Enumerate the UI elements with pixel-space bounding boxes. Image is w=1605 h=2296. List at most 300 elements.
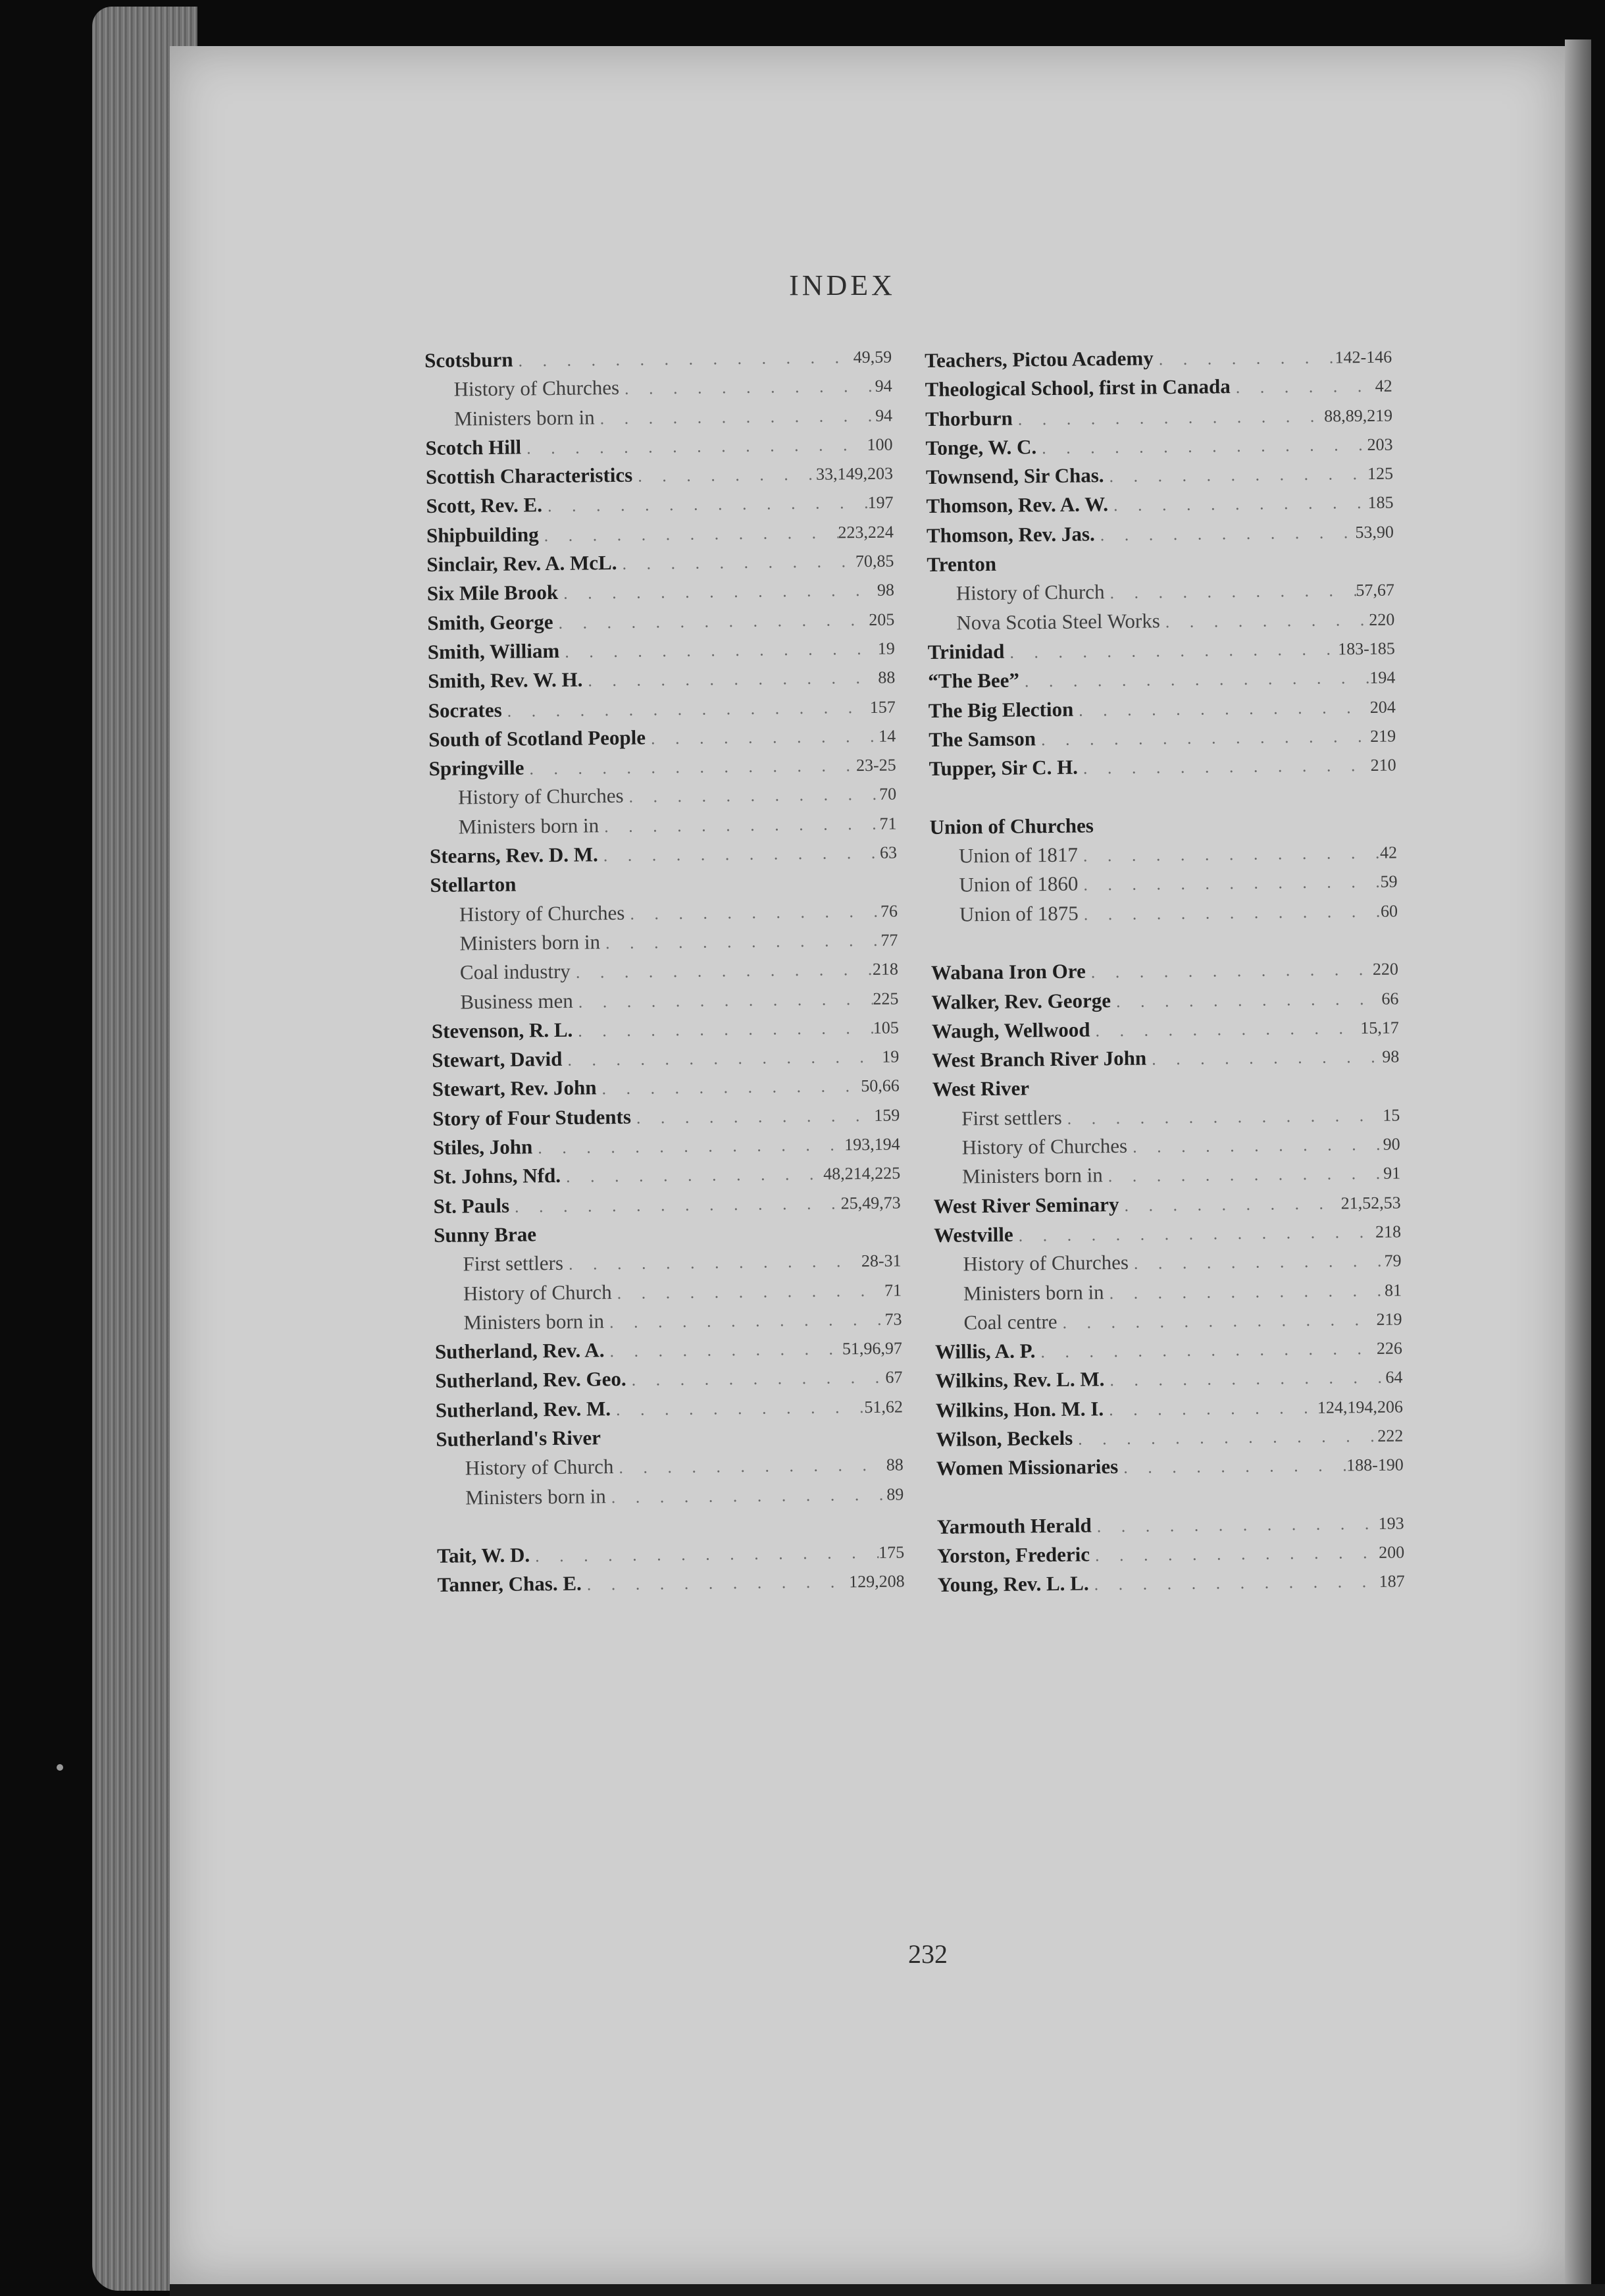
dot-leader [1146, 1047, 1382, 1070]
dot-leader [1119, 1193, 1340, 1216]
entry-pages: 33,149,203 [815, 463, 894, 484]
index-entry [427, 606, 894, 640]
index-entry [935, 1365, 1402, 1399]
entry-label: Women Missionaries [936, 1455, 1119, 1480]
dot-leader [1013, 406, 1325, 429]
index-entry [928, 636, 1395, 670]
entry-pages: 157 [869, 697, 896, 717]
entry-pages: 14 [879, 726, 896, 746]
entry-label: Ministers born in [463, 1309, 605, 1334]
index-subentry [430, 927, 898, 961]
dot-leader [1057, 1310, 1376, 1333]
index-entry [931, 985, 1398, 1020]
entry-pages: 105 [873, 1018, 899, 1037]
entry-pages: 218 [1375, 1222, 1402, 1241]
entry-label: History of Churches [457, 784, 624, 809]
dot-leader [598, 843, 880, 866]
index-entry [925, 344, 1392, 378]
entry-pages: 64 [1385, 1367, 1403, 1388]
dot-leader [513, 348, 853, 371]
dot-leader [1004, 639, 1338, 662]
entry-label: West River Seminary [933, 1192, 1119, 1218]
dot-leader [600, 931, 881, 953]
entry-label: Trinidad [927, 639, 1005, 664]
index-entry [937, 1569, 1404, 1603]
entry-pages: 220 [1372, 959, 1399, 979]
entry-pages: 15,17 [1360, 1018, 1399, 1037]
entry-pages: 219 [1370, 726, 1396, 746]
entry-label: Tupper, Sir C. H. [929, 755, 1079, 781]
entry-pages: 175 [879, 1542, 905, 1563]
entry-pages: 53,90 [1355, 522, 1394, 542]
index-subentry [434, 1306, 902, 1340]
entry-label: Tanner, Chas. E. [437, 1572, 582, 1597]
entry-pages: 183-185 [1337, 639, 1395, 659]
dot-leader [563, 1251, 861, 1274]
index-subentry [933, 1161, 1400, 1195]
index-entry [432, 1044, 899, 1078]
entry-label: Socrates [428, 698, 502, 722]
index-gap [936, 1481, 1404, 1515]
index-entry [929, 810, 1396, 845]
entry-pages: 71 [884, 1280, 902, 1300]
entry-label: History of Churches [453, 376, 620, 401]
index-entry [932, 1044, 1399, 1078]
index-subentry [934, 1277, 1402, 1311]
entry-pages: 89 [886, 1484, 904, 1504]
dot-leader [561, 1164, 823, 1187]
entry-label: The Samson [929, 727, 1036, 751]
dot-leader [1118, 1456, 1346, 1478]
entry-label: “The Bee” [928, 668, 1020, 693]
index-entry [936, 1394, 1403, 1428]
dot-leader [1104, 1368, 1385, 1390]
entry-label: Stearns, Rev. D. M. [429, 843, 598, 868]
entry-pages: 197 [867, 493, 894, 513]
entry-label: Scott, Rev. E. [426, 493, 543, 518]
index-entry [426, 461, 893, 495]
entry-label: Sutherland, Rev. A. [434, 1338, 605, 1364]
dot-leader [1103, 1164, 1384, 1186]
index-subentry [425, 402, 892, 436]
dot-leader [532, 1135, 844, 1158]
dot-leader [1090, 1543, 1379, 1566]
index-entry [926, 461, 1393, 495]
page-number: 232 [908, 1939, 948, 1969]
entry-pages: 203 [1367, 434, 1393, 454]
dot-leader [502, 698, 870, 721]
index-entry [430, 840, 897, 874]
dot-leader [509, 1193, 841, 1216]
entry-pages: 15 [1383, 1105, 1400, 1125]
index-entry [426, 548, 894, 583]
dot-leader [623, 785, 879, 807]
entry-label: Ministers born in [453, 405, 595, 430]
entry-label: History of Church [955, 580, 1105, 605]
entry-pages: 63 [879, 843, 898, 862]
index-entry [426, 490, 893, 524]
index-entry [437, 1569, 904, 1603]
dot-leader [604, 1340, 842, 1362]
index-entry [937, 1510, 1404, 1544]
index-subentry [930, 869, 1397, 903]
entry-pages: 66 [1381, 989, 1399, 1008]
page-speck [57, 1764, 63, 1771]
entry-pages: 210 [1370, 755, 1396, 775]
dot-leader [613, 1455, 886, 1478]
entry-label: Smith, William [427, 639, 560, 664]
entry-pages: 193 [1378, 1513, 1404, 1533]
index-entry [926, 490, 1393, 524]
dot-leader [582, 1573, 850, 1595]
entry-pages: 98 [1382, 1047, 1400, 1066]
entry-pages: 79 [1384, 1251, 1402, 1270]
entry-label: Scotsburn [424, 348, 513, 372]
entry-label: Westville [933, 1222, 1013, 1247]
index-entry [927, 548, 1394, 583]
dot-leader [1062, 1105, 1383, 1128]
entry-label: Young, Rev. L. L. [937, 1571, 1089, 1597]
dot-leader [1078, 756, 1371, 779]
entry-label: The Big Election [928, 697, 1074, 722]
index-entry [428, 723, 896, 757]
entry-label: Union of 1817 [958, 843, 1079, 868]
dot-leader [1092, 1514, 1379, 1537]
index-subentry [434, 1248, 901, 1282]
dot-leader [1108, 493, 1368, 515]
entry-label: Smith, Rev. W. H. [428, 667, 583, 693]
dot-leader [530, 1543, 879, 1567]
dot-leader [619, 377, 875, 399]
entry-pages: 220 [1369, 610, 1395, 629]
dot-leader [626, 1368, 885, 1390]
index-gap [437, 1510, 904, 1544]
entry-label: History of Churches [963, 1251, 1129, 1276]
entry-label: South of Scotland People [428, 725, 646, 751]
index-subentry [436, 1481, 904, 1515]
entry-pages: 124,194,206 [1317, 1397, 1404, 1417]
dot-leader [1078, 843, 1380, 866]
index-entry [433, 1161, 900, 1195]
entry-pages: 49,59 [853, 347, 892, 367]
index-column-left [424, 344, 905, 1603]
dot-leader [1073, 698, 1370, 721]
entry-pages: 77 [880, 930, 898, 950]
entry-label: Smith, George [427, 610, 553, 635]
index-entry [936, 1422, 1403, 1457]
entry-pages: 70 [879, 784, 897, 804]
entry-pages: 51,62 [864, 1397, 904, 1417]
dot-leader [1036, 727, 1370, 750]
dot-leader [1231, 377, 1375, 398]
entry-pages: 67 [885, 1367, 903, 1388]
dot-leader [553, 610, 869, 633]
dot-leader [611, 1280, 884, 1303]
entry-label: Six Mile Brook [426, 581, 559, 606]
index-entry [433, 1132, 900, 1166]
entry-pages: 226 [1376, 1338, 1403, 1358]
entry-label: Wabana Iron Ore [930, 959, 1086, 985]
dot-leader [1095, 523, 1356, 545]
entry-label: Wilkins, Rev. L. M. [935, 1367, 1105, 1393]
entry-pages: 42 [1375, 376, 1392, 396]
index-entry [935, 1336, 1402, 1370]
dot-leader [1079, 901, 1381, 924]
index-subentry [429, 781, 896, 816]
entry-label: First settlers [961, 1105, 1062, 1130]
page-right-edge [1565, 39, 1591, 2291]
entry-label: Teachers, Pictou Academy [925, 346, 1154, 372]
index-subentry [934, 1306, 1402, 1340]
index-entry [931, 956, 1398, 991]
dot-leader [1013, 1222, 1376, 1246]
entry-pages: 42 [1379, 843, 1398, 862]
dot-leader [559, 639, 878, 662]
dot-leader [632, 465, 816, 486]
entry-label: Yorston, Frederic [937, 1542, 1090, 1568]
entry-label: Sutherland, Rev. Geo. [435, 1367, 626, 1393]
entry-pages: 21,52,53 [1340, 1193, 1401, 1213]
entry-pages: 200 [1379, 1542, 1405, 1563]
entry-pages: 23-25 [855, 755, 896, 775]
index-entry [927, 519, 1394, 553]
entry-pages: 88,89,219 [1323, 405, 1393, 426]
dot-leader [631, 1106, 875, 1128]
dot-leader [1111, 989, 1382, 1011]
entry-label: Stewart, Rev. John [432, 1076, 597, 1101]
entry-label: Trenton [927, 552, 997, 577]
dot-leader [606, 1484, 887, 1507]
entry-pages: 28-31 [861, 1251, 902, 1271]
dot-leader [1160, 610, 1369, 632]
entry-pages: 19 [877, 639, 895, 658]
dot-leader [558, 581, 877, 604]
entry-label: Willis, A. P. [934, 1339, 1036, 1364]
entry-label: Story of Four Students [432, 1105, 632, 1130]
dot-leader [1090, 1018, 1360, 1041]
entry-label: Walker, Rev. George [931, 988, 1111, 1014]
index-entry [436, 1394, 903, 1428]
entry-pages: 205 [869, 610, 895, 629]
entry-pages: 129,208 [849, 1571, 905, 1592]
dot-leader [538, 523, 838, 546]
entry-pages: 194 [1369, 667, 1396, 688]
index-entry [933, 1189, 1400, 1224]
index-entry [432, 1073, 900, 1107]
dot-leader [1035, 1339, 1377, 1362]
entry-label: West River [932, 1076, 1030, 1101]
index-entry [928, 665, 1395, 699]
entry-pages: 81 [1384, 1280, 1402, 1300]
index-column-right [925, 344, 1405, 1603]
index-entry [433, 1189, 900, 1224]
index-entry [937, 1540, 1404, 1574]
index-entry [434, 1218, 901, 1253]
entry-pages: 48,214,225 [823, 1163, 901, 1184]
entry-label: Wilson, Beckels [936, 1426, 1073, 1451]
index-gap [929, 781, 1396, 816]
dot-leader [573, 989, 873, 1012]
index-subentry [930, 898, 1398, 932]
entry-label: History of Churches [961, 1134, 1128, 1159]
index-entry [424, 344, 892, 378]
entry-pages: 185 [1367, 493, 1394, 513]
entry-label: History of Church [463, 1280, 612, 1305]
index-entry [430, 869, 897, 903]
index-subentry [933, 1132, 1400, 1166]
entry-label: Coal centre [963, 1309, 1057, 1334]
entry-label: Thomson, Rev. Jas. [926, 522, 1095, 547]
entry-label: Union of 1860 [959, 872, 1079, 897]
entry-label: Ministers born in [458, 814, 599, 839]
entry-label: Ministers born in [465, 1484, 607, 1509]
dot-leader [1086, 960, 1373, 983]
entry-label: Yarmouth Herald [936, 1513, 1092, 1538]
index-entry [426, 519, 894, 553]
dot-leader [599, 814, 880, 837]
dot-leader [1127, 1135, 1383, 1157]
entry-label: Union of 1875 [959, 901, 1079, 926]
index-subentry [429, 810, 896, 845]
entry-pages: 91 [1383, 1163, 1401, 1184]
entry-label: Townsend, Sir Chas. [925, 463, 1104, 489]
entry-label: First settlers [463, 1251, 564, 1276]
index-subentry [927, 606, 1394, 640]
entry-pages: 187 [1379, 1571, 1405, 1592]
dot-leader [646, 727, 879, 749]
dot-leader [521, 435, 867, 459]
entry-label: Business men [460, 989, 573, 1014]
entry-label: Nova Scotia Steel Works [956, 608, 1161, 635]
entry-pages: 125 [1367, 463, 1394, 484]
entry-label: Tonge, W. C. [925, 435, 1037, 459]
entry-label: Stewart, David [432, 1047, 563, 1072]
index-subentry [930, 840, 1397, 874]
entry-pages: 94 [875, 376, 892, 396]
entry-label: Sutherland's River [436, 1426, 601, 1451]
dot-leader [1129, 1251, 1385, 1274]
entry-label: Scotch Hill [425, 435, 522, 459]
index-entry [436, 1422, 903, 1457]
index-entry [932, 1073, 1400, 1107]
entry-label: Ministers born in [961, 1163, 1103, 1188]
entry-label: Wilkins, Hon. M. I. [935, 1396, 1104, 1422]
index-entry [432, 1102, 900, 1136]
dot-leader [542, 493, 868, 516]
entry-pages: 222 [1377, 1426, 1404, 1446]
entry-label: Stiles, John [432, 1135, 533, 1159]
entry-label: Shipbuilding [426, 522, 539, 547]
entry-pages: 88 [878, 667, 896, 688]
index-entry [925, 431, 1392, 465]
index-entry [435, 1336, 902, 1370]
index-subentry [431, 985, 898, 1020]
entry-label: Sutherland, Rev. M. [435, 1396, 611, 1422]
dot-leader [617, 552, 855, 574]
index-entry [428, 752, 896, 787]
entry-pages: 225 [873, 989, 899, 1008]
index-subentry [430, 898, 898, 932]
entry-label: Sinclair, Rev. A. McL. [426, 551, 617, 577]
entry-pages: 90 [1383, 1134, 1400, 1154]
index-entry [934, 1218, 1401, 1253]
entry-pages: 57,67 [1356, 580, 1395, 600]
entry-pages: 70,85 [855, 551, 894, 571]
dot-leader [1036, 435, 1367, 458]
entry-label: West Branch River John [932, 1046, 1147, 1072]
entry-pages: 51,96,97 [842, 1338, 903, 1359]
index-entry [428, 665, 895, 699]
entry-pages: 19 [882, 1047, 900, 1066]
dot-leader [596, 1077, 861, 1099]
entry-pages: 188-190 [1346, 1455, 1404, 1475]
entry-label: Waugh, Wellwood [931, 1018, 1090, 1043]
index-title: INDEX [789, 269, 896, 301]
index-entry [425, 431, 892, 465]
dot-leader [1104, 581, 1356, 604]
index-subentry [932, 1102, 1400, 1136]
dot-leader [571, 960, 873, 983]
bottom-shadow [170, 2284, 1605, 2296]
index-entry [929, 752, 1396, 787]
entry-pages: 94 [875, 405, 893, 425]
entry-pages: 59 [1380, 872, 1398, 892]
dot-leader [624, 901, 880, 924]
entry-label: Thomson, Rev. A. W. [926, 492, 1109, 518]
entry-pages: 98 [877, 580, 895, 600]
dot-leader [611, 1397, 865, 1420]
dot-leader [562, 1047, 882, 1070]
entry-label: Scottish Characteristics [425, 463, 633, 489]
index-subentry [436, 1452, 904, 1486]
dot-leader [1104, 1280, 1385, 1303]
dot-leader [524, 756, 856, 779]
index-gap [930, 927, 1398, 961]
dot-leader [1104, 464, 1367, 486]
dot-leader [595, 405, 876, 428]
entry-label: Sunny Brae [433, 1222, 537, 1247]
entry-label: Stevenson, R. L. [431, 1018, 573, 1043]
entry-pages: 76 [880, 901, 898, 921]
entry-pages: 50,66 [861, 1076, 900, 1096]
dot-leader [1019, 668, 1370, 692]
entry-pages: 25,49,73 [840, 1193, 901, 1213]
index-entry [427, 577, 894, 612]
index-subentry [431, 956, 898, 991]
index-subentry [934, 1248, 1401, 1282]
entry-pages: 60 [1380, 901, 1398, 921]
index-entry [929, 694, 1396, 728]
index-entry [432, 1014, 899, 1049]
entry-label: Ministers born in [459, 930, 601, 955]
index-entry [437, 1540, 904, 1574]
entry-label: History of Churches [459, 900, 625, 926]
index-entry [929, 723, 1396, 757]
entry-pages: 142-146 [1335, 347, 1392, 367]
index-entry [925, 402, 1392, 436]
dot-leader [573, 1018, 873, 1041]
index-subentry [424, 373, 892, 407]
entry-pages: 193,194 [844, 1134, 900, 1155]
index-entry [925, 373, 1392, 407]
entry-pages: 219 [1376, 1309, 1402, 1329]
entry-pages: 100 [867, 434, 893, 454]
entry-label: Stellarton [430, 872, 517, 897]
entry-pages: 71 [879, 814, 897, 833]
entry-pages: 73 [884, 1309, 902, 1329]
dot-leader [1089, 1572, 1379, 1595]
entry-label: Union of Churches [929, 814, 1094, 839]
